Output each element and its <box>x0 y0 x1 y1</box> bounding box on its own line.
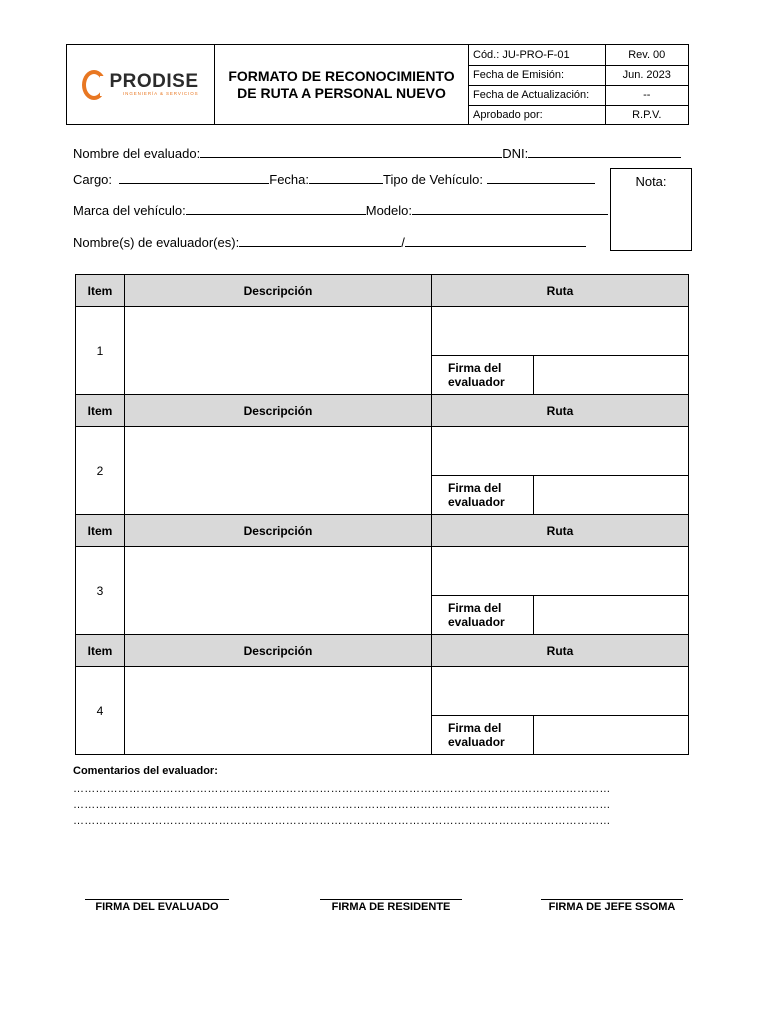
col-ruta-header: Ruta <box>432 395 689 427</box>
ruta-cell <box>432 307 689 395</box>
tipo-vehiculo-field[interactable] <box>487 172 595 184</box>
item-number: 3 <box>76 547 125 635</box>
logo-main-text: PRODISE <box>109 71 199 92</box>
firma-label: Firma del evaluador <box>432 355 533 394</box>
table-header-row <box>76 515 689 547</box>
col-item-header: Item <box>76 275 125 307</box>
logo-cell <box>67 45 215 124</box>
firma-label: Firma del evaluador <box>432 715 533 754</box>
signature-residente: FIRMA DE RESIDENTE <box>320 899 462 913</box>
desc-cell[interactable] <box>125 667 432 755</box>
meta-approved-label: Aprobado por: <box>469 105 605 125</box>
cargo-line <box>73 172 595 187</box>
desc-cell[interactable] <box>125 427 432 515</box>
fecha-field[interactable] <box>309 172 383 184</box>
logo-ring-icon <box>82 70 106 100</box>
nombre-field[interactable] <box>200 146 502 158</box>
marca-line <box>73 203 608 218</box>
col-desc-header: Descripción <box>125 515 432 547</box>
table-row <box>76 667 689 755</box>
meta-row <box>469 105 688 125</box>
col-desc-header: Descripción <box>125 275 432 307</box>
ruta-field[interactable] <box>432 307 688 355</box>
evaluador-field-2[interactable] <box>405 235 586 247</box>
col-item-header: Item <box>76 395 125 427</box>
signature-evaluado: FIRMA DEL EVALUADO <box>85 899 229 913</box>
meta-revision: Rev. 00 <box>605 45 688 65</box>
evaluador-slash: / <box>401 235 405 250</box>
table-header-row <box>76 635 689 667</box>
comment-line-3[interactable]: ……………………………………………………………………………………………………………………………… <box>73 815 611 827</box>
cargo-label: Cargo: <box>73 172 113 187</box>
firma-label: Firma del evaluador <box>432 475 533 514</box>
ruta-field[interactable] <box>432 427 688 475</box>
comment-line-1[interactable]: ……………………………………………………………………………………………………………………………… <box>73 783 611 795</box>
col-ruta-header: Ruta <box>432 635 689 667</box>
document-header <box>66 44 689 125</box>
col-desc-header: Descripción <box>125 395 432 427</box>
table-header-row <box>76 395 689 427</box>
ruta-cell <box>432 547 689 635</box>
evaluador-field-1[interactable] <box>239 235 401 247</box>
firma-field[interactable] <box>533 715 688 754</box>
col-item-header: Item <box>76 635 125 667</box>
marca-label: Marca del vehículo: <box>73 203 186 218</box>
table-row <box>76 427 689 515</box>
evaluador-line <box>73 235 586 250</box>
firma-field[interactable] <box>533 475 688 514</box>
document-meta-table <box>469 45 688 125</box>
cargo-field[interactable] <box>119 172 269 184</box>
ruta-field[interactable] <box>432 667 688 715</box>
meta-emission-label: Fecha de Emisión: <box>469 65 605 85</box>
firma-field[interactable] <box>533 355 688 394</box>
comment-line-2[interactable]: ……………………………………………………………………………………………………………………………… <box>73 799 611 811</box>
desc-cell[interactable] <box>125 307 432 395</box>
table-row <box>76 307 689 395</box>
logo-sub-text: INGENIERÍA & SERVICIOS <box>123 91 199 96</box>
meta-approved-value: R.P.V. <box>632 109 662 122</box>
desc-cell[interactable] <box>125 547 432 635</box>
modelo-label: Modelo: <box>365 203 412 218</box>
meta-emission-value: Jun. 2023 <box>605 65 688 85</box>
item-number: 4 <box>76 667 125 755</box>
dni-label: DNI: <box>502 146 529 161</box>
nota-label: Nota: <box>635 174 667 189</box>
firma-field[interactable] <box>533 595 688 634</box>
fecha-label: Fecha: <box>269 172 310 187</box>
ruta-cell <box>432 667 689 755</box>
modelo-field[interactable] <box>412 203 608 215</box>
firma-label: Firma del evaluador <box>432 595 533 634</box>
meta-code: Cód.: JU-PRO-F-01 <box>469 45 605 65</box>
table-row <box>76 547 689 635</box>
table-header-row <box>76 275 689 307</box>
ruta-cell <box>432 427 689 515</box>
nombre-line <box>73 146 681 161</box>
nombre-label: Nombre del evaluado: <box>73 146 201 161</box>
comments-label: Comentarios del evaluador: <box>73 765 218 777</box>
meta-update-value: -- <box>605 85 688 105</box>
item-number: 2 <box>76 427 125 515</box>
col-item-header: Item <box>76 515 125 547</box>
document-title: FORMATO DE RECONOCIMIENTO DE RUTA A PERSONAL NUEVO <box>215 45 469 124</box>
marca-field[interactable] <box>186 203 366 215</box>
meta-row <box>469 85 688 105</box>
meta-row <box>469 45 688 65</box>
route-table <box>75 274 689 755</box>
tipo-vehiculo-label: Tipo de Vehículo: <box>383 172 483 187</box>
nota-box[interactable] <box>610 168 692 251</box>
col-ruta-header: Ruta <box>432 515 689 547</box>
company-logo <box>82 70 198 100</box>
meta-row <box>469 65 688 85</box>
signature-jefe-ssoma: FIRMA DE JEFE SSOMA <box>541 899 683 913</box>
col-ruta-header: Ruta <box>432 275 689 307</box>
item-number: 1 <box>76 307 125 395</box>
col-desc-header: Descripción <box>125 635 432 667</box>
evaluador-label: Nombre(s) de evaluador(es): <box>73 235 240 250</box>
dni-field[interactable] <box>528 146 681 158</box>
ruta-field[interactable] <box>432 547 688 595</box>
meta-update-label: Fecha de Actualización: <box>469 85 605 105</box>
